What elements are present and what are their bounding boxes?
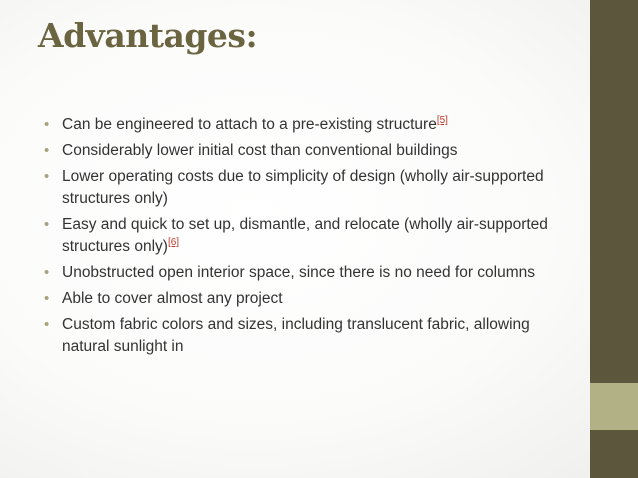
bullet-item — [44, 140, 574, 162]
bullet-text: Easy and quick to set up, dismantle, and relocate (wholly air-supported structures only) — [62, 216, 548, 255]
bullet-dot-icon: • — [44, 116, 50, 133]
bullet-text: Can be engineered to attach to a pre-existing structure — [62, 116, 437, 133]
reference-link[interactable]: [6] — [167, 236, 180, 248]
bullet-dot-icon: • — [44, 290, 50, 307]
bullet-item — [44, 214, 574, 258]
bullet-dot-icon: • — [44, 168, 50, 185]
bullet-dot-icon: • — [44, 142, 50, 159]
bullet-dot-icon: • — [44, 316, 50, 333]
bullet-text: Able to cover almost any project — [62, 290, 283, 307]
bullet-text: Considerably lower initial cost than conventional buildings — [62, 142, 458, 159]
bullet-text: Lower operating costs due to simplicity of design (wholly air-supported structures only) — [62, 168, 544, 207]
bullet-item — [44, 288, 574, 310]
bullet-item — [44, 262, 574, 284]
slide-title: Advantages: — [38, 16, 258, 55]
reference-link[interactable]: [5] — [436, 114, 448, 126]
bullet-text: Custom fabric colors and sizes, including translucent fabric, allowing natural sunlight in — [62, 316, 530, 355]
bullet-item — [44, 166, 574, 210]
bullet-item — [44, 314, 574, 358]
bullet-dot-icon: • — [44, 264, 50, 281]
bullet-dot-icon: • — [44, 216, 50, 233]
bullet-list — [44, 114, 574, 362]
bullet-item — [44, 114, 574, 136]
bullet-text: Unobstructed open interior space, since there is no need for columns — [62, 264, 536, 281]
sidebar-accent — [590, 383, 638, 430]
